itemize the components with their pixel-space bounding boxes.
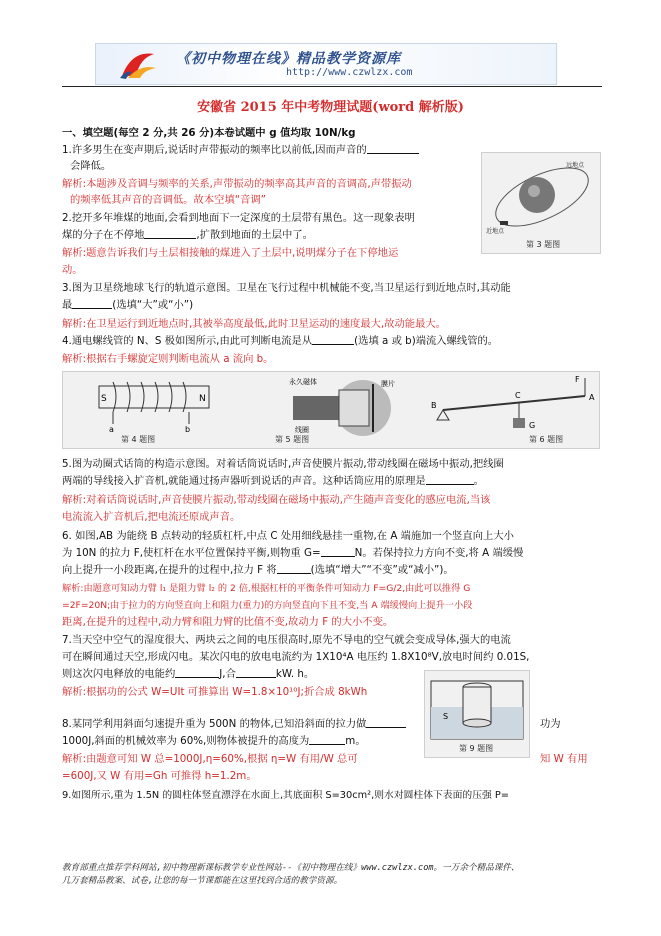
answer-blank xyxy=(144,227,196,239)
fig5-label-coil: 线圈 xyxy=(295,426,309,434)
question-8-line-1-end: 功为 xyxy=(540,718,561,730)
document-title: 安徽省 2015 年中考物理试题(word 解析版) xyxy=(197,100,464,115)
question-1-line-1: 1.许多男生在变声期后,说话时声带振动的频率比以前低,因而声音的 xyxy=(62,142,419,159)
site-logo-icon xyxy=(118,48,158,80)
answer-blank xyxy=(312,333,354,345)
question-7-line-3: 则这次闪电释放的电能约 J,合 kW. h。 xyxy=(62,668,315,680)
answer-blank xyxy=(309,733,345,745)
question-2-line-1: 2.挖开多年堆煤的地面,会看到地面下一定深度的土层带有黑色。这一现象表明 xyxy=(62,212,415,224)
answer-blank xyxy=(367,142,419,154)
analysis-7: 解析:根据功的公式 W=UIt 可推算出 W=1.8×10¹⁰J;折合成 8kWh xyxy=(62,686,368,698)
question-2-line-2: 煤的分子在不停地 ,扩散到地面的土层中了。 xyxy=(62,229,313,241)
analysis-8-line-1: 解析:由题意可知 W 总=1000J,η=60%,根据 η=W 有用/W 总可 xyxy=(62,753,358,765)
footer-line-1: 教育部重点推荐学科网站,初中物理新课标教学专业性网站--《初中物理在线》www.czwlzx.com。一万余个精品课件、 xyxy=(62,863,520,873)
analysis-2-line-1: 解析:题意告诉我们与土层相接触的煤进入了土层中,说明煤分子在下停地运 xyxy=(62,247,399,259)
question-3-line-1: 3.图为卫星绕地球飞行的轨道示意图。卫星在飞行过程中机械能不变,当卫星运行到近地点时,其动能 xyxy=(62,282,511,294)
question-8-line-1: 8.某同学利用斜面匀速提升重为 500N 的物体,已知沿斜面的拉力做 xyxy=(62,716,406,733)
figure-3 xyxy=(481,152,601,254)
figure-9 xyxy=(424,670,530,758)
fig6-label-f: F xyxy=(575,375,580,384)
question-8-line-2: 1000J,斜面的机械效率为 60%,则物体被提升的高度为 m。 xyxy=(62,735,366,747)
answer-blank xyxy=(72,297,112,309)
fig5-label-membrane: 膜片 xyxy=(381,380,395,388)
fig6-label-c: C xyxy=(515,391,521,400)
analysis-6-line-1: 解析:由题意可知动力臂 l₁ 是阻力臂 l₂ 的 2 倍,根据杠杆的平衡条件可知动力 F=G/2,由此可以推得 G xyxy=(62,583,471,594)
fig6-label-a: A xyxy=(589,393,595,402)
fig4-label-a: a xyxy=(109,425,114,434)
question-3-line-2: 最 (选填“大”或“小”) xyxy=(62,299,194,311)
satellite-orbit-figure xyxy=(482,153,600,237)
fig3-label-apogee: 远地点 xyxy=(566,162,585,169)
analysis-8-line-2: =600J,又 W 有用=Gh 可推得 h=1.2m。 xyxy=(62,770,257,782)
figures-4-5-6 xyxy=(62,371,600,449)
question-6-line-2: 为 10N 的拉力 F,使杠杆在水平位置保持平衡,则物重 G= N。若保持拉力方向不变,将 A 端缓慢 xyxy=(62,547,524,559)
analysis-1-line-2: 的频率低其声音的音调低。故本空填“音调” xyxy=(70,194,267,206)
section-heading: 一、填空题(每空 2 分,共 26 分)本卷试题中 g 值均取 10N/kg xyxy=(62,127,356,139)
question-6-line-3: 向上提升一小段距离,在提升的过程中,拉力 F 将 (选填“增大”“不变”或“减小”)。 xyxy=(62,564,454,576)
analysis-3: 解析:在卫星运行到近地点时,其被举高度最低,此时卫星运动的速度最大,故动能最大。 xyxy=(62,318,446,330)
fig6-label-b: B xyxy=(431,401,437,410)
figure-6-caption: 第 6 题图 xyxy=(529,435,564,444)
analysis-5-line-1: 解析:对着话筒说话时,声音使膜片振动,带动线圈在磁场中振动,产生随声音变化的感应电流,当该 xyxy=(62,494,491,506)
question-4: 4.通电螺线管的 N、S 极如图所示,由此可判断电流是从 (选填 a 或 b)端流入螺线管的。 xyxy=(62,335,499,347)
question-5-line-2: 两端的导线接入扩音机,就能通过扬声器听到说话的声音。这种话筒应用的原理是 。 xyxy=(62,475,484,487)
answer-blank xyxy=(277,562,311,574)
header-banner xyxy=(95,43,557,85)
analysis-6-line-3: 距离,在提升的过程中,动力臂和阻力臂的比值不变,故动力 F 的大小不变。 xyxy=(62,616,394,628)
question-7-line-1: 7.当天空中空气的湿度很大、两块云之间的电压很高时,原先不导电的空气就会变成导体,强大的电流 xyxy=(62,634,511,646)
fig4-label-n: N xyxy=(199,394,206,404)
fig3-label-perigee: 近地点 xyxy=(486,228,505,235)
question-6-line-1: 6. 如图,AB 为能绕 B 点转动的轻质杠杆,中点 C 处用细线悬挂一重物,在 A 端施加一个竖直向上大小 xyxy=(62,530,514,542)
answer-blank xyxy=(426,473,474,485)
figure-9-caption: 第 9 题图 xyxy=(459,744,494,753)
page-footer xyxy=(62,862,602,888)
question-9: 9.如图所示,重为 1.5N 的圆柱体竖直漂浮在水面上,其底面积 S=30cm²,则水对圆柱体下表面的压强 P= xyxy=(62,790,510,801)
header-rule xyxy=(62,86,602,87)
analysis-6-line-2: =2F=20N;由于拉力的方向竖直向上和阻力(重力)的方向竖直向下且不变,当 A 端缓慢向上提升一小段 xyxy=(62,600,473,611)
question-5-line-1: 5.图为动圈式话筒的构造示意图。对着话筒说话时,声音使膜片振动,带动线圈在磁场中振动,把线圈 xyxy=(62,458,504,470)
fig5-label-magnet: 永久磁体 xyxy=(289,378,317,386)
figure-4-caption: 第 4 题图 xyxy=(121,435,156,444)
analysis-2-line-2: 动。 xyxy=(62,264,83,276)
answer-blank xyxy=(236,666,276,678)
analysis-4: 解析:根据右手螺旋定则判断电流从 a 流向 b。 xyxy=(62,353,274,365)
analysis-1-line-1: 解析:本题涉及音调与频率的关系,声带振动的频率高其声音的音调高,声带振动 xyxy=(62,178,412,190)
banner-title: 《初中物理在线》精品教学资源库 xyxy=(176,51,401,67)
analysis-8-line-1-end: 知 W 有用 xyxy=(540,753,588,765)
answer-blank xyxy=(321,545,355,557)
floating-cylinder-figure xyxy=(425,671,529,743)
question-1-line-2: 会降低。 xyxy=(70,160,112,172)
analysis-5-line-2: 电流流入扩音机后,把电流还原成声音。 xyxy=(62,511,241,523)
fig6-label-g: G xyxy=(529,421,536,430)
answer-blank xyxy=(366,716,406,728)
banner-url: http://www.czwlzx.com xyxy=(286,67,413,78)
fig4-label-b: b xyxy=(185,425,191,434)
footer-line-2: 几万套精品教案、试卷,让您的每一节课都能在这里找到合适的教学资源。 xyxy=(62,876,343,886)
fig9-label-s: S xyxy=(443,712,449,721)
question-7-line-2: 可在瞬间通过天空,形成闪电。某次闪电的放电电流约为 1X10⁴A 电压约 1.8X10⁸V,放电时间约 0.01S, xyxy=(62,651,530,663)
answer-blank xyxy=(175,666,219,678)
figure-5-caption: 第 5 题图 xyxy=(275,435,310,444)
fig4-label-s: S xyxy=(101,394,107,404)
figure-3-caption: 第 3 题图 xyxy=(526,240,561,249)
